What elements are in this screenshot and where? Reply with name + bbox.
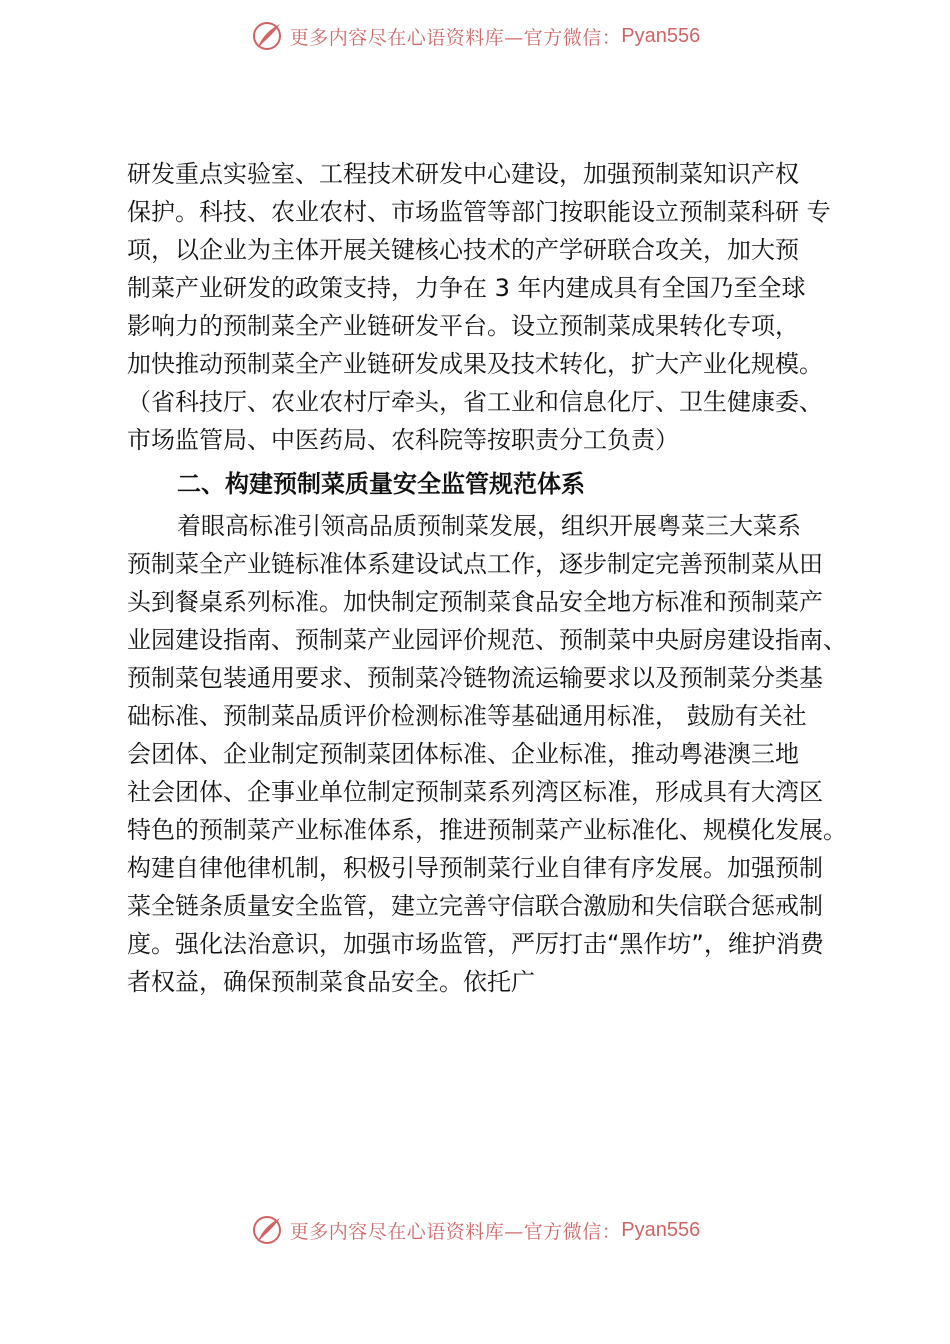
text-line: 业园建设指南、预制菜产业园评价规范、预制菜中央厨房建设指南、 <box>127 626 847 654</box>
text-line: 者权益，确保预制菜食品安全。依托广 <box>127 968 535 996</box>
text-line: 构建自律他律机制，积极引导预制菜行业自律有序发展。加强预制 <box>127 854 823 882</box>
section-heading: 二、构建预制菜质量安全监管规范体系 <box>177 470 585 498</box>
footer-watermark <box>0 1210 950 1250</box>
text-line: 影响力的预制菜全产业链研发平台。设立预制菜成果转化专项， <box>127 312 799 340</box>
text-line: 制菜产业研发的政策支持，力争在 3 年内建成具有全国乃至全球 <box>127 274 806 302</box>
watermark-text: 更多内容尽在心语资料库—官方微信： <box>289 1220 622 1243</box>
text-line: 预制菜全产业链标准体系建设试点工作，逐步制定完善预制菜从田 <box>127 550 823 578</box>
feather-logo-icon <box>250 19 284 53</box>
watermark-wechat-id: Pyan556 <box>621 24 701 47</box>
paragraph-1 <box>127 155 857 459</box>
text-line: 菜全链条质量安全监管，建立完善守信联合激励和失信联合惩戒制 <box>127 892 823 920</box>
feather-logo-icon <box>250 1213 284 1247</box>
header-watermark <box>0 16 950 56</box>
text-line: 市场监管局、中医药局、农科院等按职责分工负责） <box>127 426 679 454</box>
text-line: 项，以企业为主体开展关键核心技术的产学研联合攻关，加大预 <box>127 236 799 264</box>
text-line: 会团体、企业制定预制菜团体标准、企业标准，推动粤港澳三地 <box>127 740 799 768</box>
text-line: 础标准、预制菜品质评价检测标准等基础通用标准， 鼓励有关社 <box>127 702 807 730</box>
watermark-text: 更多内容尽在心语资料库—官方微信： <box>289 26 622 49</box>
text-line: 头到餐桌系列标准。加快制定预制菜食品安全地方标准和预制菜产 <box>127 588 823 616</box>
paragraph-2 <box>127 507 857 1001</box>
text-line: 加快推动预制菜全产业链研发成果及技术转化，扩大产业化规模。 <box>127 350 823 378</box>
text-line: 特色的预制菜产业标准体系，推进预制菜产业标准化、规模化发展。 <box>127 816 847 844</box>
text-line: 度。强化法治意识，加强市场监管，严厉打击“黑作坊”，维护消费 <box>127 930 824 958</box>
text-line: 保护。科技、农业农村、市场监管等部门按职能设立预制菜科研 专 <box>127 198 831 226</box>
document-body <box>127 155 857 1001</box>
watermark-wechat-id: Pyan556 <box>621 1218 701 1241</box>
text-line: 着眼高标准引领高品质预制菜发展，组织开展粤菜三大菜系 <box>177 512 801 540</box>
text-line: （省科技厅、农业农村厅牵头，省工业和信息化厅、卫生健康委、 <box>127 388 823 416</box>
text-line: 研发重点实验室、工程技术研发中心建设，加强预制菜知识产权 <box>127 160 799 188</box>
text-line: 预制菜包装通用要求、预制菜冷链物流运输要求以及预制菜分类基 <box>127 664 823 692</box>
text-line: 社会团体、企事业单位制定预制菜系列湾区标准，形成具有大湾区 <box>127 778 823 806</box>
